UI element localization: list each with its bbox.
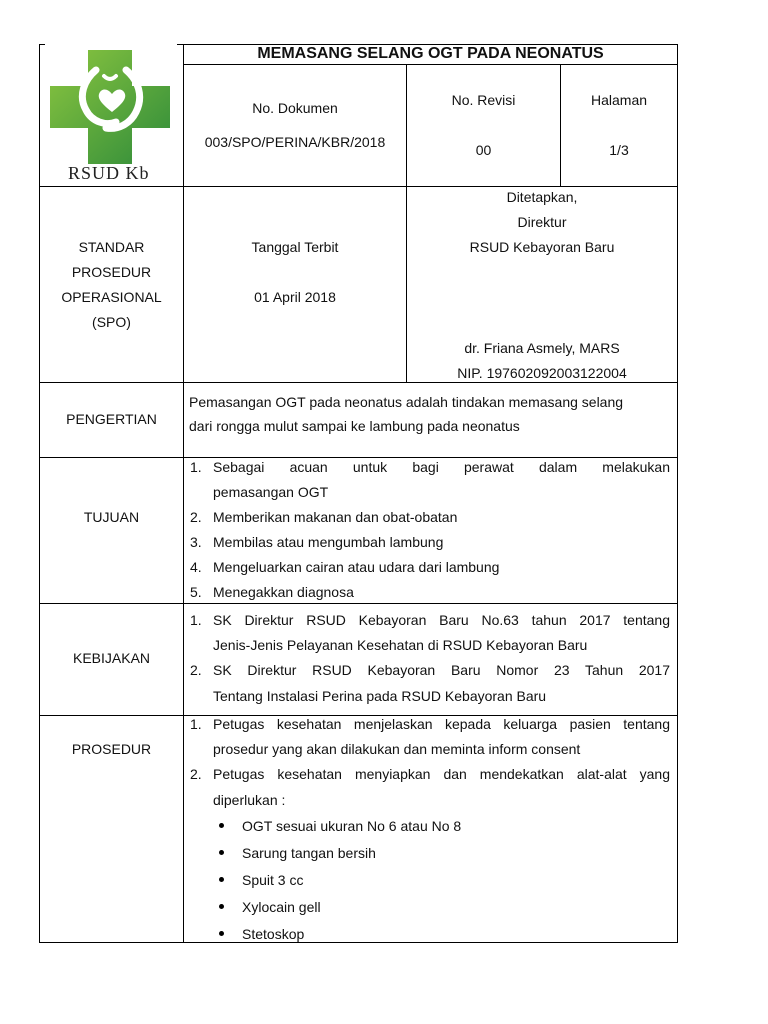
list-item-text: Menegakkan diagnosa (213, 584, 354, 600)
signer-name: dr. Friana Asmely, MARS (464, 340, 620, 356)
revision-label: No. Revisi (451, 92, 516, 108)
section-label-prosedur: PROSEDUR (71, 741, 152, 757)
list-item-text: Petugas kesehatan menjelaskan kepada keluarga pasien tentang (213, 716, 670, 732)
rule-title-bottom (183, 64, 678, 65)
issue-date-value: 01 April 2018 (254, 289, 336, 305)
approval-line: Ditetapkan, (506, 189, 578, 205)
bullet-dot (219, 823, 224, 828)
signer-nip: NIP. 197602092003122004 (457, 365, 627, 381)
list-item-text: prosedur yang akan dilakukan dan meminta inform consent (213, 741, 581, 757)
list-number: 3. (190, 534, 202, 550)
spo-label-line: STANDAR (78, 239, 145, 255)
bullet-item: OGT sesuai ukuran No 6 atau No 8 (242, 818, 462, 834)
spo-label-line: (SPO) (92, 314, 131, 330)
spo-label-line: PROSEDUR (71, 264, 152, 280)
list-number: 4. (190, 559, 202, 575)
revision-value: 00 (475, 142, 492, 158)
page-value: 1/3 (609, 142, 629, 158)
list-number: 1. (190, 612, 202, 628)
bullet-dot (219, 931, 224, 936)
rule-right (677, 44, 678, 943)
rule-tujuan-bottom (39, 603, 678, 604)
list-item-text: pemasangan OGT (213, 484, 329, 500)
issue-date-label: Tanggal Terbit (251, 239, 339, 255)
list-item-text: diperlukan : (213, 792, 286, 808)
bullet-item: Stetoskop (242, 926, 305, 942)
rule-page-col (560, 64, 561, 187)
list-number: 2. (190, 766, 202, 782)
hospital-logo (46, 46, 178, 186)
list-item-text: SK Direktur RSUD Kebayoran Baru Nomor 23 Tahun 2017 (213, 662, 670, 678)
rule-header-bottom (39, 186, 678, 187)
doc-number-value: 003/SPO/PERINA/KBR/2018 (204, 134, 386, 150)
bullet-dot (219, 904, 224, 909)
list-item-text: Jenis-Jenis Pelayanan Kesehatan di RSUD Kebayoran Baru (213, 637, 588, 653)
list-item-text: Memberikan makanan dan obat-obatan (213, 509, 458, 525)
rule-label-col (183, 44, 184, 943)
list-number: 2. (190, 509, 202, 525)
bullet-item: Spuit 3 cc (242, 872, 304, 888)
section-label-pengertian: PENGERTIAN (66, 411, 157, 427)
rule-spo-bottom (39, 382, 678, 383)
bullet-item: Xylocain gell (242, 899, 321, 915)
list-item-text: Tentang Instalasi Perina pada RSUD Kebayoran Baru (213, 688, 547, 704)
section-label-tujuan: TUJUAN (83, 509, 140, 525)
list-item-text: SK Direktur RSUD Kebayoran Baru No.63 tahun 2017 tentang (213, 612, 670, 628)
bullet-dot (219, 850, 224, 855)
logo-text: RSUD Kb (68, 163, 150, 183)
pengertian-text-line: Pemasangan OGT pada neonatus adalah tindakan memasang selang (189, 394, 624, 410)
list-number: 2. (190, 662, 202, 678)
list-number: 5. (190, 584, 202, 600)
approval-line: RSUD Kebayoran Baru (469, 239, 615, 255)
approval-line: Direktur (517, 214, 567, 230)
page-label: Halaman (590, 92, 648, 108)
spo-label-line: OPERASIONAL (61, 289, 162, 305)
list-item-text: Mengeluarkan cairan atau udara dari lambung (213, 559, 500, 575)
bullet-item: Sarung tangan bersih (242, 845, 376, 861)
rule-bottom (39, 942, 678, 943)
section-label-kebijakan: KEBIJAKAN (72, 650, 151, 666)
list-item-text: Membilas atau mengumbah lambung (213, 534, 444, 550)
list-item-text: Petugas kesehatan menyiapkan dan mendekatkan alat-alat yang (213, 766, 670, 782)
rule-left (39, 44, 40, 943)
rule-pengertian-bottom (39, 457, 678, 458)
list-item-text: Sebagai acuan untuk bagi perawat dalam melakukan (213, 459, 670, 475)
document-title: MEMASANG SELANG OGT PADA NEONATUS (257, 45, 604, 62)
doc-number-label: No. Dokumen (252, 100, 338, 116)
bullet-dot (219, 877, 224, 882)
list-number: 1. (190, 459, 202, 475)
pengertian-text-line: dari rongga mulut sampai ke lambung pada neonatus (189, 418, 520, 434)
list-number: 1. (190, 716, 202, 732)
